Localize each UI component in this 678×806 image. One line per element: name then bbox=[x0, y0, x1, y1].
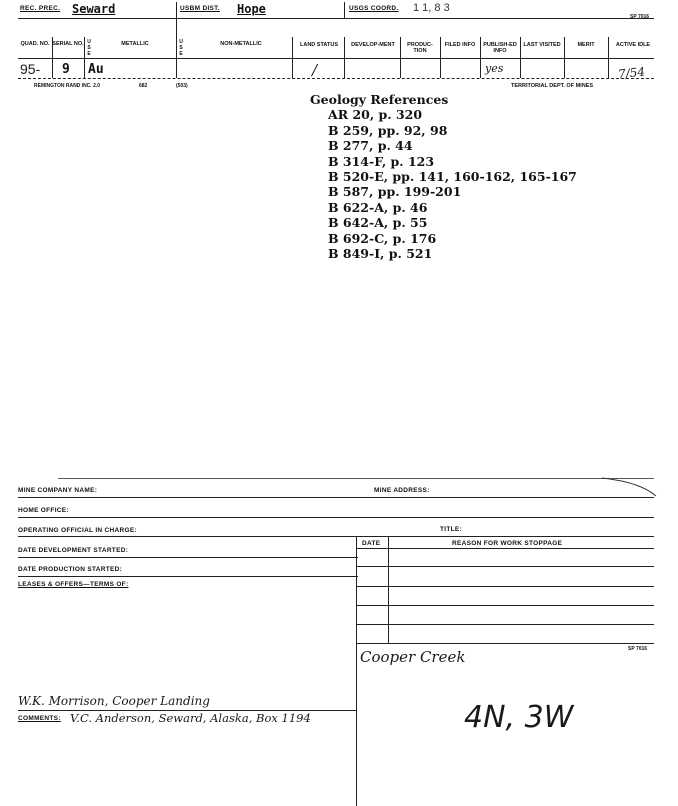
geology-reference-item: B 622-A, p. 46 bbox=[328, 199, 428, 215]
col-merit: MERIT bbox=[577, 42, 595, 48]
grid-line bbox=[356, 624, 654, 625]
col-development: DEVELOP-MENT bbox=[351, 42, 395, 48]
geology-reference-item: B 314-F, p. 123 bbox=[328, 153, 435, 169]
geology-reference-item: B 587, pp. 199-201 bbox=[328, 184, 462, 200]
grid-line bbox=[356, 536, 357, 806]
col-last-visited: LAST VISITED bbox=[523, 42, 561, 48]
grid-line bbox=[18, 576, 358, 577]
geology-references bbox=[310, 92, 577, 261]
geology-reference-item: B 642-A, p. 55 bbox=[328, 215, 428, 231]
value-serial-no: 9 bbox=[62, 62, 70, 77]
col-land-status: LAND STATUS bbox=[300, 42, 338, 48]
grid-line bbox=[176, 18, 177, 78]
card-edge-line bbox=[58, 478, 654, 479]
handwritten-contact-2: V.C. Anderson, Seward, Alaska, Box 1194 bbox=[70, 711, 311, 725]
usbm-dist-value: Hope bbox=[237, 2, 266, 16]
col-use-nonmetallic: U S E bbox=[179, 39, 183, 57]
usbm-dist-label: USBM DIST. bbox=[180, 5, 220, 12]
col-quad-no: QUAD. NO. bbox=[20, 41, 50, 47]
grid-line bbox=[608, 37, 609, 78]
grid-line bbox=[356, 548, 654, 549]
handwritten-location: Cooper Creek bbox=[360, 648, 466, 666]
value-active-idle: 7/54 bbox=[617, 64, 646, 82]
geology-reference-item: B 277, p. 44 bbox=[328, 138, 413, 154]
col-use-metallic: U S E bbox=[87, 39, 91, 57]
col-non-metallic: NON-METALLIC bbox=[220, 41, 262, 47]
grid-line bbox=[18, 710, 356, 711]
grid-line bbox=[18, 78, 654, 79]
printer-imprint: REMINGTON RAND INC. 2.0 bbox=[34, 83, 101, 89]
grid-line bbox=[400, 37, 401, 78]
printer-code: 682 bbox=[139, 83, 148, 89]
operating-official-label: OPERATING OFFICIAL IN CHARGE: bbox=[18, 527, 137, 534]
date-development-label: DATE DEVELOPMENT STARTED: bbox=[18, 547, 129, 554]
col-serial-no: SERIAL NO. bbox=[52, 41, 84, 47]
value-land-status: / bbox=[312, 61, 318, 79]
grid-line bbox=[356, 586, 654, 587]
col-production: PRODUC-TION bbox=[407, 42, 433, 55]
usgs-coord-value: 1 1, 8 3 bbox=[413, 2, 450, 14]
col-active-idle: ACTIVE IDLE bbox=[615, 42, 651, 48]
col-metallic: METALLIC bbox=[121, 41, 149, 47]
home-office-label: HOME OFFICE: bbox=[18, 507, 69, 514]
grid-line bbox=[356, 605, 654, 606]
value-metallic: Au bbox=[88, 62, 104, 77]
grid-line bbox=[292, 37, 293, 78]
grid-line bbox=[440, 37, 441, 78]
grid-line bbox=[564, 37, 565, 78]
grid-line bbox=[480, 37, 481, 78]
mine-company-label: MINE COMPANY NAME: bbox=[18, 487, 98, 494]
grid-line bbox=[18, 557, 358, 558]
grid-line bbox=[344, 37, 345, 78]
rec-prec-value: Seward bbox=[72, 2, 116, 16]
grid-line bbox=[356, 566, 654, 567]
grid-line bbox=[520, 37, 521, 78]
rec-prec-label: REC. PREC. bbox=[20, 5, 61, 12]
geology-reference-item: B 520-E, pp. 141, 160-162, 165-167 bbox=[328, 169, 577, 185]
grid-line bbox=[388, 536, 389, 644]
leases-label: LEASES & OFFERS—TERMS OF: bbox=[18, 581, 129, 588]
grid-line bbox=[18, 58, 654, 59]
geology-reference-item: B 849-I, p. 521 bbox=[328, 246, 433, 262]
form-number-top: SP 7016 bbox=[630, 14, 650, 20]
geology-reference-item: AR 20, p. 320 bbox=[328, 107, 423, 123]
col-filed-info: FILED INFO bbox=[444, 42, 476, 48]
date-column-header: DATE bbox=[362, 540, 381, 547]
col-published-info: PUBLISH-ED INFO bbox=[483, 42, 517, 55]
grid-line bbox=[18, 497, 654, 498]
handwritten-township: 4N, 3W bbox=[464, 700, 574, 735]
department-name: TERRITORIAL DEPT. OF MINES bbox=[511, 83, 593, 89]
geology-reference-item: B 259, pp. 92, 98 bbox=[328, 122, 448, 138]
grid-line bbox=[18, 536, 654, 537]
handwritten-contact-1: W.K. Morrison, Cooper Landing bbox=[18, 694, 210, 708]
title-label: TITLE: bbox=[440, 526, 463, 533]
comments-label: COMMENTS: bbox=[18, 715, 61, 722]
reason-column-header: REASON FOR WORK STOPPAGE bbox=[452, 540, 563, 547]
usgs-coord-label: USGS COORD. bbox=[349, 5, 399, 12]
grid-line bbox=[344, 2, 345, 18]
grid-line bbox=[18, 18, 654, 19]
grid-line bbox=[176, 2, 177, 18]
geology-reference-item: B 692-C, p. 176 bbox=[328, 230, 437, 246]
value-quad-no: 95- bbox=[20, 61, 41, 77]
form-number-bottom: SP 7016 bbox=[628, 646, 648, 652]
mine-address-label: MINE ADDRESS: bbox=[374, 487, 430, 494]
grid-line bbox=[356, 643, 654, 644]
printer-code-2: (503) bbox=[176, 83, 188, 89]
value-published-info: yes bbox=[485, 62, 504, 75]
geology-title: Geology References bbox=[310, 92, 449, 107]
grid-line bbox=[84, 37, 85, 78]
date-production-label: DATE PRODUCTION STARTED: bbox=[18, 566, 123, 573]
grid-line bbox=[18, 517, 654, 518]
